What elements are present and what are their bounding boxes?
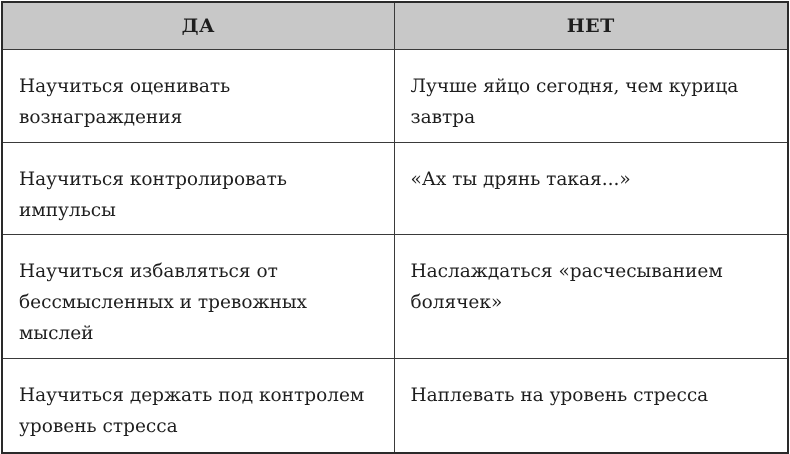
cell-yes: Научиться держать под контролем уровень стресса [2,359,394,453]
cell-no: Наслаждаться «расчесыванием болячек» [394,235,788,359]
table-row [2,359,788,453]
yes-no-table [1,1,789,454]
cell-no: Лучше яйцо сегодня, чем курица завтра [394,50,788,143]
header-no: НЕТ [394,2,788,50]
cell-no: Наплевать на уровень стресса [394,359,788,453]
header-row [2,2,788,50]
cell-yes: Научиться оценивать вознаграждения [2,50,394,143]
cell-no: «Ах ты дрянь такая...» [394,143,788,235]
cell-yes: Научиться контролировать импульсы [2,143,394,235]
table-row [2,143,788,235]
table-row [2,235,788,359]
header-yes: ДА [2,2,394,50]
cell-yes: Научиться избавляться от бессмысленных и тревожных мыслей [2,235,394,359]
table-row [2,50,788,143]
